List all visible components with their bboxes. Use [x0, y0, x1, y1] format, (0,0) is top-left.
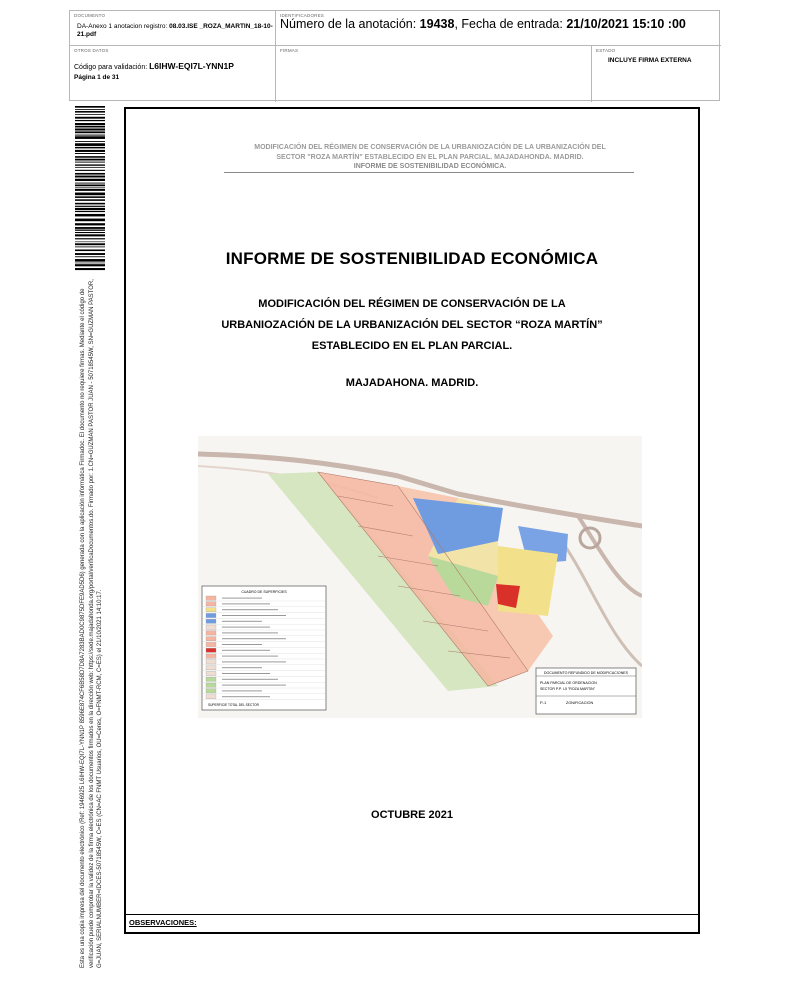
document-place: MAJADAHONA. MADRID.: [345, 377, 479, 389]
svg-text:PLAN PARCIAL DE ORDENACION: PLAN PARCIAL DE ORDENACION: [540, 681, 597, 685]
otros-datos-cell: [70, 46, 276, 102]
svg-text:SUPERFICIE TOTAL DEL SECTOR: SUPERFICIE TOTAL DEL SECTOR: [208, 703, 259, 707]
plan-legend-table: [202, 586, 326, 710]
header-rule: [224, 172, 634, 173]
svg-text:DOCUMENTO REFUNDIDO DE MODIFIC: DOCUMENTO REFUNDIDO DE MODIFICACIONES: [543, 671, 629, 675]
identificadores-label: IDENTIFICADORES: [280, 13, 325, 18]
firmas-label: FIRMAS: [280, 48, 299, 53]
svg-text:SECTOR P.P. I-5 "ROZA MARTIN": SECTOR P.P. I-5 "ROZA MARTIN": [540, 687, 596, 691]
page-count: Página 1 de 31: [74, 74, 120, 81]
svg-text:CUADRO DE SUPERFICIES: CUADRO DE SUPERFICIES: [241, 590, 287, 594]
vertical-barcode: [75, 106, 105, 272]
zoning-plan-image: [198, 436, 642, 718]
estado-value: INCLUYE FIRMA EXTERNA: [608, 57, 692, 64]
svg-text:ZONIFICACION: ZONIFICACION: [566, 701, 594, 705]
document-title: INFORME DE SOSTENIBILIDAD ECONÓMICA: [225, 249, 599, 268]
plan-title-block: [536, 668, 636, 714]
document-page: [124, 107, 700, 934]
documento-cell: [70, 11, 276, 46]
entry-date: 21/10/2021 15:10 :00: [566, 17, 686, 31]
document-subtitle: MODIFICACIÓN DEL RÉGIMEN DE CONSERVACIÓN DE LA URBANIOZACIÓN DE LA URBANIZACIÓN DEL SECTOR “ROZA MARTÍN” ESTABLECIDO EN EL PLAN PARCIAL.: [221, 298, 603, 352]
validation-code: Código para validación: L6IHW-EQI7L-YNN1P: [74, 61, 234, 71]
document-filename: DA-Anexo 1 anotacion registro: 08.03.ISE _ROZA_MARTIN_18-10-21.pdf: [77, 23, 273, 38]
svg-text:P-1: P-1: [540, 700, 547, 705]
verification-side-text: Esta es una copia impresa del documento electrónico (Ref: 1946925 L6IHW-EQI7L-YNN1P 8596E874CF6B58D7D8A7283BAD0C9875DFE9AD5D6) generada con la aplicación informática Firmadoc. El documento no requiere firmas. Mediante el código de verificación puede comprobar la validez de la firma electrónica de los documentos firmados en la dirección web: https://sede.majadahonda.org/portal/verificaDocumentos.do. Firmado por: 1.CN=GUZMAN PASTOR JUAN - 50718545W, SN=GUZMAN PASTOR, G=JUAN, SERIALNUMBER=IDCES-50718545W, C=ES (CN=AC FNMT Usuarios, OU=Ceres, O=FNMT-RCM, C=ES) el 21/10/2021 14:10:17.: [80, 279, 103, 968]
estado-label: ESTADO: [596, 48, 616, 53]
observaciones-label: OBSERVACIONES:: [126, 914, 698, 932]
running-header: MODIFICACIÓN DEL RÉGIMEN DE CONSERVACIÓN DE LA URBANIOZACIÓN DE LA URBANIZACIÓN DEL SECTOR "ROZA MARTÍN" ESTABLECIDO EN EL PLAN PARCIAL. MAJADAHONDA. MADRID. INFORME DE SOSTENIBILIDAD ECONÓMICA.: [254, 144, 606, 170]
estado-cell: [592, 46, 721, 102]
otros-datos-label: OTROS DATOS: [74, 48, 109, 53]
document-date: OCTUBRE 2021: [371, 809, 453, 821]
firmas-cell: [276, 46, 592, 102]
document-metadata-header: [69, 10, 720, 101]
identificadores-cell: [276, 11, 721, 46]
documento-label: DOCUMENTO: [74, 13, 106, 18]
registry-annotation: Número de la anotación: 19438, Fecha de entrada: 21/10/2021 15:10 :00: [280, 17, 686, 31]
annotation-number: 19438: [419, 17, 455, 31]
